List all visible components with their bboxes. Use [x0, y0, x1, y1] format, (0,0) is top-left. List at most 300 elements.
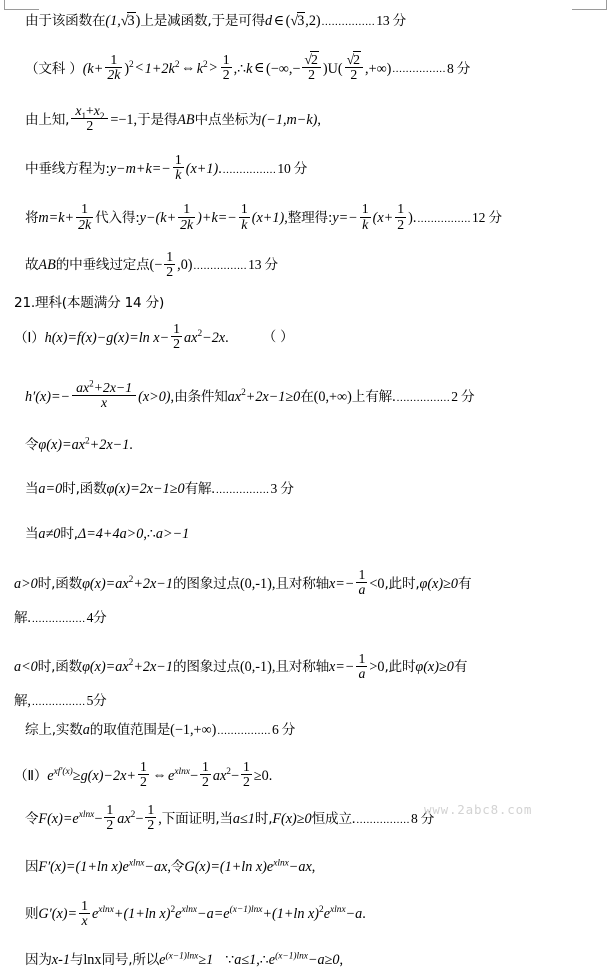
denominator: x	[101, 395, 108, 411]
math-op-minus: −	[135, 810, 144, 827]
text-run: 且对称轴	[275, 575, 329, 592]
math-run: −ax	[144, 858, 168, 875]
math-var-x1: x	[75, 103, 82, 119]
separator: ,	[133, 111, 138, 128]
fraction-1-over-k	[360, 202, 371, 231]
text-run: 且对称轴	[275, 659, 329, 676]
math-e-base: e	[168, 767, 175, 784]
math-op-plus: +	[85, 103, 94, 119]
separator: ,	[158, 810, 162, 827]
math-op-lt: <	[135, 60, 144, 77]
radical-sign: √	[120, 13, 129, 29]
math-run: (x+1)	[251, 209, 285, 226]
fraction-1-over-x	[79, 899, 90, 928]
fraction-x1-plus-x2-over-2	[71, 104, 108, 133]
line-fixed-point	[14, 248, 599, 280]
math-run: (x+1)	[185, 160, 219, 177]
sqrt-3	[121, 14, 136, 28]
numerator: 1	[397, 201, 405, 217]
exponent-xlnx: xlnx	[78, 809, 95, 820]
math-run: (k+	[82, 60, 104, 77]
numerator: 1	[174, 152, 182, 168]
math-run: +2x−1	[133, 659, 173, 676]
line-problem-21-heading	[14, 296, 599, 311]
leader-dots: ................	[356, 813, 410, 826]
label-part-roman-2: （Ⅱ）	[14, 767, 48, 784]
math-run: >0	[369, 659, 385, 676]
exponent-xlnx: xlnx	[98, 905, 114, 916]
score-label: 8 分	[447, 60, 471, 76]
radicand: 2	[353, 52, 361, 68]
math-run: (−	[149, 256, 163, 273]
numerator	[345, 53, 363, 68]
score-label: 10 分	[277, 160, 308, 176]
exponent: 2	[84, 436, 90, 447]
math-run: +2x−1	[89, 436, 130, 453]
score-label: 6 分	[272, 722, 296, 737]
math-run: x=−	[328, 659, 355, 676]
score-label: 3 分	[270, 481, 294, 497]
radicand: 2	[310, 52, 318, 68]
numerator: 1	[147, 802, 155, 818]
math-op-because: ∵	[225, 952, 235, 968]
site-watermark: www.2abc8.com	[424, 802, 533, 817]
math-e-base: e	[266, 858, 274, 875]
trailing-paren: （ ）	[262, 329, 294, 346]
score-label: 5分	[86, 693, 107, 709]
line-part-II-inequality	[14, 759, 599, 791]
denominator: 2	[173, 336, 181, 352]
math-run: )	[322, 60, 328, 77]
fraction-1-over-2	[104, 803, 115, 832]
math-op-in: ∈	[273, 13, 285, 29]
math-run: +2x−1	[133, 575, 173, 592]
math-run: G′(x)=	[38, 906, 78, 923]
denominator: x	[81, 913, 88, 929]
math-run: F′(x)=(1+ln x)	[38, 858, 123, 875]
fraction-1-over-k	[239, 202, 250, 231]
line-define-phi	[14, 438, 599, 453]
text-run: 上是减函数,于是可得	[140, 13, 266, 29]
math-run: ax	[227, 388, 242, 405]
math-run: h′(x)=−	[25, 388, 71, 405]
exponent: 2	[128, 658, 134, 669]
separator: ,	[233, 60, 238, 77]
subscript: 1	[81, 111, 86, 122]
text-run: 因	[25, 858, 39, 875]
text-run: 令	[25, 436, 39, 453]
text-run: 则	[25, 906, 39, 923]
exponent: 2	[241, 387, 246, 398]
exponent-xlnx: xlnx	[181, 905, 198, 916]
denominator: a	[358, 582, 366, 598]
math-range: (−1,+∞)	[170, 722, 217, 738]
math-run: x=−	[328, 575, 355, 592]
denominator: a	[358, 665, 366, 681]
math-op-in: ∈	[253, 60, 265, 77]
math-run: ≥g(x)−2x+	[72, 767, 136, 784]
text-run: 因为	[25, 952, 52, 968]
math-run: <0	[369, 575, 385, 592]
period: .	[392, 388, 396, 405]
text-run: 中垂线方程为:	[25, 160, 110, 177]
text-run: 由于该函数在	[25, 13, 106, 29]
numerator	[302, 53, 320, 68]
sqrt-2	[347, 53, 361, 67]
math-run: (	[285, 13, 291, 29]
separator: ,	[170, 388, 175, 405]
fraction-sqrt2-over-2	[345, 53, 363, 82]
text-run: 上有解	[351, 388, 393, 405]
fraction-1-over-2	[145, 803, 156, 832]
text-run: 由条件知	[174, 388, 228, 405]
denominator: 2	[350, 67, 358, 83]
score-label: 13 分	[376, 13, 407, 28]
math-run: )	[408, 209, 413, 226]
numerator: 1	[81, 897, 88, 913]
math-var-x2: x	[93, 103, 100, 119]
math-op-union: U	[327, 60, 338, 77]
fraction-1-over-2k	[178, 202, 195, 231]
score-label: 4分	[86, 609, 107, 625]
math-run: ,2)	[305, 13, 321, 29]
denominator: 2	[147, 817, 155, 833]
math-e-base: e	[122, 858, 129, 875]
math-cond: a≤1	[234, 952, 257, 968]
period: .	[362, 906, 366, 923]
score-label: 2 分	[451, 388, 475, 404]
line-perpendicular-bisector-eq	[14, 152, 599, 184]
denominator: k	[362, 216, 369, 232]
text-run: 的图象过点	[172, 659, 240, 676]
line-case-a-positive-cont	[14, 611, 599, 626]
math-run: φ(x)=ax	[82, 659, 129, 676]
math-run: +2x−1≥0	[245, 388, 301, 405]
text-run: 整理得:	[287, 209, 333, 226]
numerator: 1	[358, 567, 366, 583]
denominator: 2	[222, 67, 230, 83]
math-run: 1+2k	[144, 60, 175, 77]
leader-dots: ................	[222, 163, 277, 176]
exponent-xlnx: xlnx	[174, 766, 190, 777]
math-run: ax	[212, 767, 227, 784]
math-cond: a>0	[14, 575, 38, 592]
text-run: 在	[300, 388, 314, 405]
separator: ,	[317, 111, 321, 128]
math-op-therefore: ∴	[237, 60, 247, 77]
math-cond: a=0	[38, 481, 63, 498]
exponent-x-minus-1-lnx: (x−1)lnx	[275, 951, 308, 962]
math-run: +2x−1	[93, 380, 133, 396]
math-run: )+k=−	[197, 209, 237, 226]
denominator: k	[241, 216, 248, 232]
math-run: (1,	[105, 13, 121, 29]
numerator: 1	[106, 802, 114, 818]
math-cond: a≤1	[232, 810, 255, 827]
leader-dots: ................	[396, 391, 451, 404]
line-derivative-decreasing	[14, 14, 599, 29]
numerator: 1	[201, 759, 209, 775]
period: .	[351, 810, 356, 827]
leader-dots: ................	[215, 484, 270, 497]
fraction-1-over-2k	[76, 202, 93, 231]
exponent: 2	[128, 574, 134, 585]
numerator: 1	[76, 202, 93, 217]
separator: ,	[143, 526, 147, 543]
math-run: y−(k+	[139, 209, 177, 226]
line-case-a-negative-cont	[14, 694, 599, 709]
fraction-1-over-2	[138, 760, 149, 789]
exponent: 2	[174, 59, 180, 70]
fraction-1-over-2	[395, 202, 406, 231]
math-run: (−∞,−	[266, 60, 301, 77]
text-run: 有解	[184, 481, 212, 498]
text-run: 代入得:	[95, 209, 140, 226]
exponent: 2	[203, 59, 208, 70]
numerator: 1	[361, 201, 369, 217]
math-var-k: k	[246, 60, 253, 77]
numerator: 1	[166, 248, 174, 264]
denominator: k	[175, 167, 182, 183]
numerator: 1	[240, 201, 248, 217]
sqrt-2	[304, 53, 318, 67]
math-run: y−m+k=−	[109, 160, 171, 177]
numerator: 1	[358, 650, 366, 666]
line-conclusion-range-a	[14, 723, 599, 738]
leader-dots: ................	[392, 63, 447, 76]
radical-sign: √	[346, 52, 355, 68]
score-label: 13 分	[248, 256, 278, 272]
period: .	[218, 160, 222, 177]
text-run: 令	[25, 810, 39, 827]
leader-dots: ................	[321, 16, 376, 28]
text-run: 与	[69, 952, 84, 968]
denominator: 2	[106, 817, 114, 833]
text-run: 于是得	[137, 111, 178, 128]
exponent: 2	[226, 766, 231, 777]
leader-dots: ................	[417, 212, 472, 225]
text-run: 时,函数	[62, 481, 107, 498]
math-segment-AB: AB	[38, 256, 56, 273]
math-run: φ(x)=ax	[38, 436, 85, 453]
text-run: 解	[14, 609, 28, 626]
text-run: 有	[453, 659, 468, 676]
math-discriminant: Δ=4+4a>0	[77, 526, 144, 543]
period: .	[225, 329, 229, 346]
period: .	[129, 436, 133, 453]
line-case-a-equals-0	[14, 482, 599, 497]
text-run: 的取值范围是	[89, 722, 171, 738]
exponent: 2	[319, 905, 324, 916]
math-run: y=−	[332, 209, 358, 226]
leader-dots: ................	[193, 259, 248, 272]
math-run: (x>0)	[138, 388, 171, 405]
text-run: 时,	[254, 810, 273, 827]
denominator: 2	[397, 216, 405, 232]
line-case-a-not-0	[14, 527, 599, 542]
denominator: 2	[166, 263, 174, 279]
line-F-prime-and-G	[14, 860, 599, 875]
math-var-x-minus-1: x-1	[51, 952, 70, 968]
period: .	[211, 481, 215, 498]
subscript: 2	[99, 111, 105, 122]
numerator	[72, 378, 136, 396]
math-run: ≥0	[253, 767, 269, 784]
denominator: 2	[308, 67, 316, 83]
leader-dots: ................	[217, 725, 271, 737]
math-e-base: e	[72, 810, 79, 827]
line-substitute-m	[14, 201, 599, 233]
math-run: −a=	[197, 906, 224, 923]
exponent-xlnx: xlnx	[330, 905, 346, 916]
line-wenke-inequality	[14, 52, 599, 84]
label-part-roman-1: （Ⅰ）	[14, 329, 45, 346]
fraction-1-over-2	[171, 322, 182, 351]
math-run: φ(x)≥0	[419, 575, 458, 592]
text-run: 的中垂线过定点	[55, 256, 150, 273]
line-case-a-negative	[14, 650, 599, 682]
text-run: 将	[25, 209, 39, 226]
text-run: 时,	[60, 526, 78, 543]
text-run: 的图象过点	[172, 575, 240, 592]
math-run: ,+∞)	[365, 60, 392, 77]
radical-sign: √	[304, 52, 312, 68]
math-op-iff: ⇔	[181, 60, 196, 77]
exponent: 2	[129, 59, 134, 70]
text-run: 解	[14, 693, 28, 710]
text-run: 恒成立	[311, 810, 352, 827]
exponent-x-minus-1-lnx: (x−1)lnx	[229, 905, 263, 916]
line-same-sign-argument	[14, 953, 599, 968]
math-lnx: lnx	[83, 952, 102, 968]
math-run: +(1+ln x)	[113, 906, 171, 923]
fraction-1-over-2	[221, 53, 232, 82]
text-run: ,此时,	[384, 575, 420, 592]
leader-dots: ................	[31, 696, 86, 709]
fraction-ax2-plus-2x-minus-1-over-x	[72, 378, 136, 411]
math-run: F(x)≥0	[272, 810, 312, 827]
exponent: 2	[170, 905, 176, 916]
math-run: a>−1	[155, 526, 190, 543]
math-run: (x+	[372, 209, 394, 226]
denominator: 2	[242, 774, 250, 790]
math-run: )	[135, 13, 141, 29]
numerator: 1	[242, 759, 250, 775]
math-run: F(x)=	[38, 810, 73, 827]
text-run: 中点坐标为	[194, 111, 262, 128]
exponent-xlnx: xlnx	[273, 858, 289, 869]
fraction-1-over-a	[356, 652, 367, 681]
math-run: =−1	[110, 111, 134, 128]
math-run: φ(x)≥0	[415, 659, 454, 676]
denominator: 2	[201, 774, 209, 790]
separator: ,	[271, 659, 276, 676]
numerator: 1	[105, 53, 122, 68]
score-label: 8 分	[411, 810, 435, 826]
exponent: 2	[197, 328, 203, 339]
math-run: m=k+	[38, 209, 75, 226]
math-op-minus: −	[94, 810, 103, 827]
fraction-1-over-2	[241, 760, 252, 789]
denominator: 2k	[180, 216, 194, 232]
math-run: ,0)	[177, 256, 193, 273]
math-run: −ax	[288, 858, 312, 875]
text-run: ,此时	[384, 659, 416, 676]
math-run: )	[124, 60, 130, 77]
separator: ,	[339, 952, 344, 968]
math-run: ≥1	[198, 952, 214, 968]
text-run: 综上,实数	[25, 722, 83, 738]
exponent-xfprimex: xf′(x)	[53, 766, 73, 777]
numerator: 1	[178, 202, 195, 217]
math-var-a: a	[82, 722, 90, 738]
separator: ,	[271, 575, 276, 592]
exponent: 2	[130, 809, 136, 820]
text-run: 令	[170, 858, 185, 875]
label-wenke: （文科 ）	[25, 60, 83, 77]
math-run: (0,+∞)	[313, 388, 352, 405]
math-op-minus: −	[230, 767, 239, 784]
period: .	[268, 767, 273, 784]
text-run: 时,函数	[37, 575, 83, 592]
text-run: 同号,所以	[101, 952, 160, 968]
math-run: G(x)=(1+ln x)	[184, 858, 267, 875]
math-run: φ(x)=ax	[82, 575, 129, 592]
math-run: ax	[76, 380, 90, 396]
exponent-x-minus-1-lnx: (x−1)lnx	[165, 951, 199, 962]
fraction-1-over-k	[173, 153, 184, 182]
denominator: 2k	[78, 216, 92, 232]
problem-heading: 21.理科(本题满分 14 分)	[14, 295, 165, 312]
denominator: 2k	[107, 67, 121, 83]
math-run: −2x	[202, 329, 226, 346]
radicand: 3	[127, 13, 135, 29]
math-run: −a≥0	[307, 952, 340, 968]
denominator: 2	[86, 118, 94, 134]
math-run: φ(x)=2x−1≥0	[106, 481, 185, 498]
text-run: 由上知,	[25, 111, 70, 128]
math-e-base: e	[91, 906, 99, 923]
text-run: 故	[25, 256, 39, 273]
sqrt-3	[290, 14, 305, 28]
math-e-base: e	[47, 767, 54, 784]
math-segment-AB: AB	[177, 111, 195, 128]
math-point: (0,-1)	[239, 659, 272, 676]
numerator: 1	[222, 52, 230, 68]
math-e-base: e	[175, 906, 182, 923]
fraction-1-over-2	[164, 250, 175, 279]
math-e-base: e	[268, 952, 276, 968]
line-midpoint-AB	[14, 103, 599, 135]
period: .	[27, 609, 31, 626]
math-e-base: e	[323, 906, 331, 923]
exponent-xlnx: xlnx	[128, 858, 145, 869]
radical-sign: √	[290, 13, 299, 29]
separator: ,	[284, 209, 288, 226]
math-op-therefore: ∴	[146, 526, 156, 543]
separator: ,	[167, 858, 171, 875]
separator: ,	[27, 693, 31, 710]
math-point: (−1,m−k)	[261, 111, 318, 128]
text-run: 当	[25, 526, 39, 543]
text-run: 下面证明,当	[161, 810, 233, 827]
math-e-base: e	[223, 906, 230, 923]
math-run: +(1+ln x)	[262, 906, 320, 923]
radicand: 3	[297, 13, 305, 29]
math-cond: a≠0	[38, 526, 61, 543]
math-e-base: e	[159, 952, 166, 968]
math-run: h(x)=f(x)−g(x)=ln x−	[44, 329, 170, 346]
